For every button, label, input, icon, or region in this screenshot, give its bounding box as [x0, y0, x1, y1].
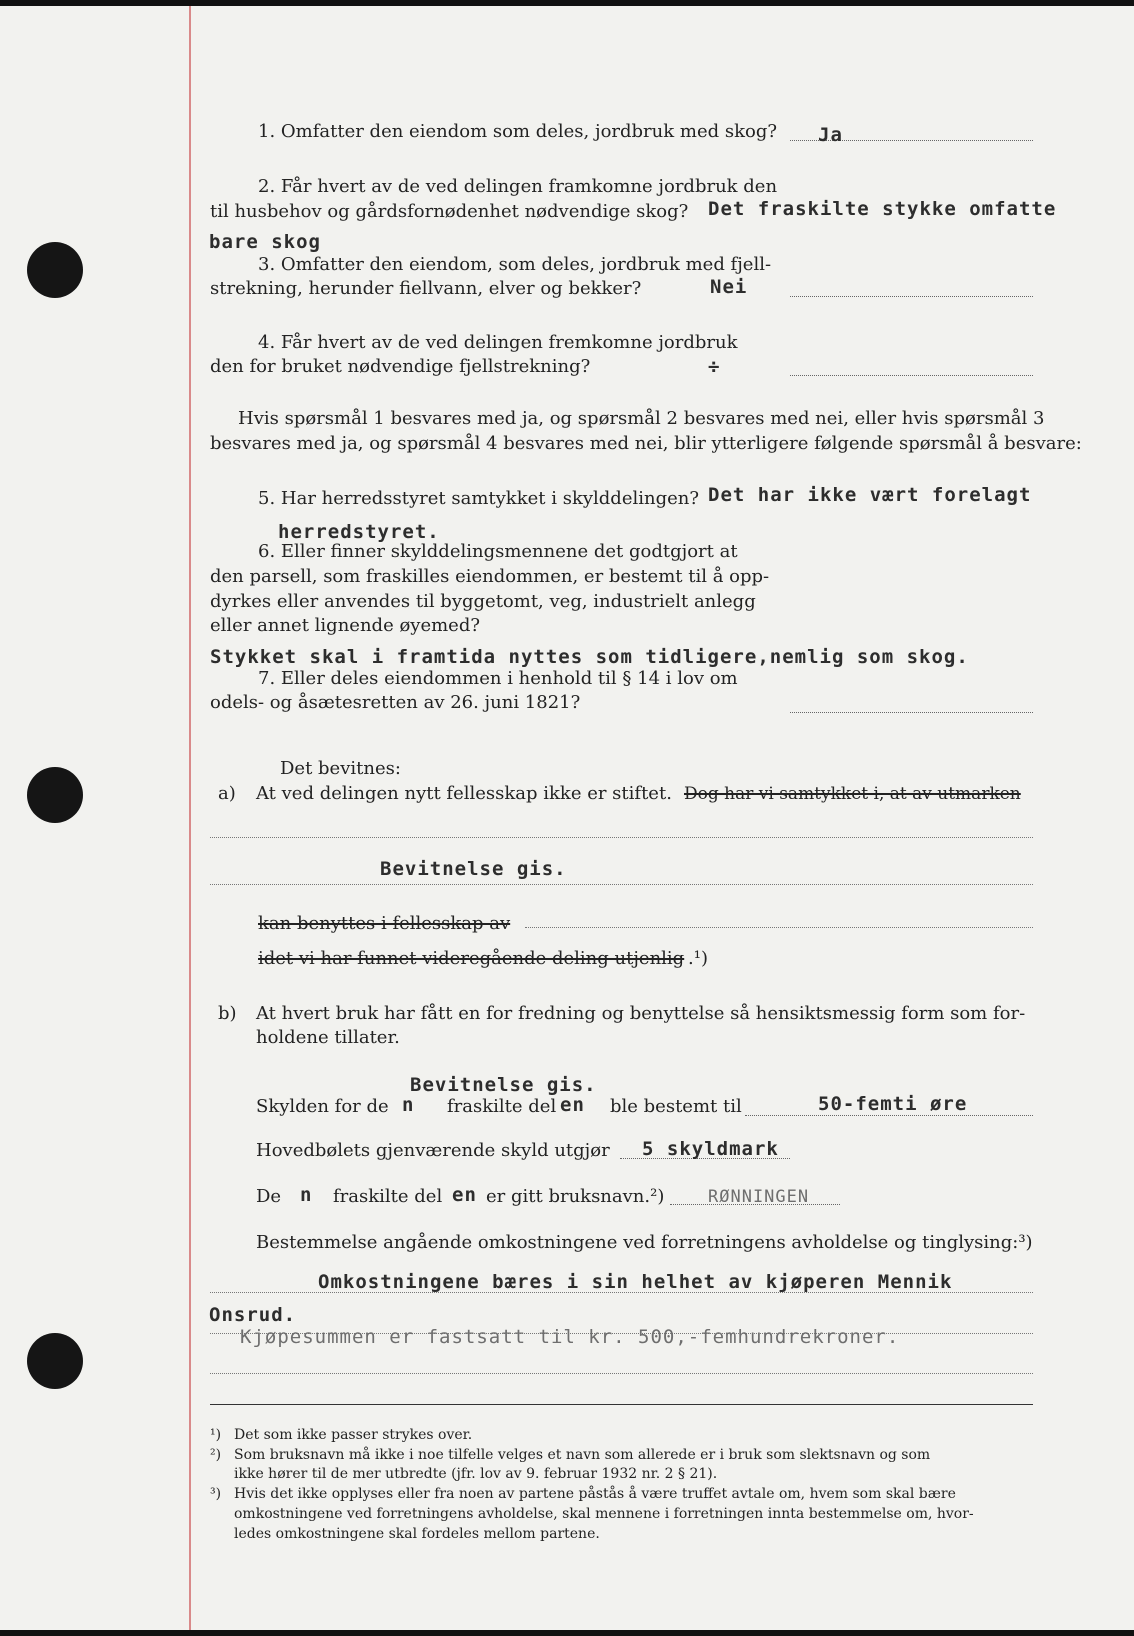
- skyld-label-a: Skylden for de: [256, 1096, 389, 1117]
- question-1: 1. Omfatter den eiendom som deles, jordbruk med skog?: [258, 121, 777, 142]
- hovedbol-label: Hovedbølets gjenværende skyld utgjør: [256, 1140, 610, 1161]
- item-a-struck-text: Dog har vi samtykket i, at av utmarken: [684, 784, 1021, 804]
- answer-2-line1: Det fraskilte stykke omfatte: [708, 198, 1057, 220]
- omkostninger-label: Bestemmelse angående omkostningene ved forretningens avholdelse og tinglysing:³): [256, 1232, 1033, 1253]
- answer-5-line2: herredstyret.: [278, 521, 440, 543]
- answer-4: ÷: [708, 356, 721, 378]
- skyld-fill-n: n: [402, 1094, 415, 1116]
- skyld-label-c: ble bestemt til: [610, 1096, 742, 1117]
- item-a-label: a): [218, 783, 236, 804]
- item-b-line1: At hvert bruk har fått en for fredning og benyttelse så hensiktsmessig form som for-: [256, 1003, 1026, 1024]
- footnote-2-mark: ²): [210, 1447, 222, 1463]
- answer-6: Stykket skal i framtida nyttes som tidligere,nemlig som skog.: [210, 646, 969, 668]
- footnote-2-line2: ikke hører til de mer utbredte (jfr. lov av 9. februar 1932 nr. 2 § 21).: [234, 1466, 718, 1482]
- answer-line: [790, 711, 1033, 713]
- omkostninger-answer-1: Omkostningene bæres i sin helhet av kjøperen Mennik: [318, 1271, 953, 1293]
- question-5: 5. Har herredsstyret samtykket i skylddelingen?: [258, 488, 699, 509]
- omkostninger-answer-3: Kjøpesummen er fastsatt til kr. 500,-femhundrekroner.: [240, 1326, 900, 1348]
- footnote-1-mark: ¹): [210, 1427, 222, 1443]
- bruksnavn-value: RØNNINGEN: [708, 1187, 810, 1207]
- skyld-value: 50-femti øre: [818, 1093, 968, 1115]
- omkostninger-answer-2: Onsrud.: [209, 1304, 297, 1326]
- instruction-line2: besvares med ja, og spørsmål 4 besvares med nei, blir ytterligere følgende spørsmål å besvare:: [210, 433, 1082, 454]
- question-7-line2: odels- og åsætesretten av 26. juni 1821?: [210, 692, 581, 713]
- punch-hole: [27, 767, 83, 823]
- bruksnavn-label-b: fraskilte del: [333, 1186, 443, 1207]
- footnote-2-line1: Som bruksnavn må ikke i noe tilfelle velges et navn som allerede er i bruk som slektsnavn og som: [234, 1447, 931, 1463]
- question-7-line1: 7. Eller deles eiendommen i henhold til § 14 i lov om: [258, 668, 738, 689]
- punch-hole: [27, 1333, 83, 1389]
- footnote-3-mark: ³): [210, 1486, 222, 1502]
- bevitnes-heading: Det bevitnes:: [280, 758, 401, 779]
- answer-2-line2: bare skog: [209, 231, 321, 253]
- bruksnavn-fill-en: en: [452, 1184, 477, 1206]
- question-4-line1: 4. Får hvert av de ved delingen fremkomne jordbruk: [258, 332, 738, 353]
- item-a-answer: Bevitnelse gis.: [380, 858, 567, 880]
- footnote-3-line2: omkostningene ved forretningens avholdelse, skal mennene i forretningen innta bestemmelse om, hvor-: [234, 1506, 974, 1522]
- document-page: [0, 6, 1134, 1630]
- question-2-line2: til husbehov og gårdsfornødenhet nødvendige skog?: [210, 201, 689, 222]
- punch-hole: [27, 242, 83, 298]
- question-2-line1: 2. Får hvert av de ved delingen framkomne jordbruk den: [258, 176, 778, 197]
- struck-line-2: idet vi har funnet videregående deling utjenlig: [258, 948, 685, 969]
- bruksnavn-label-c: er gitt bruksnavn.²): [486, 1186, 665, 1207]
- answer-line: [790, 374, 1033, 376]
- answer-line: [790, 295, 1033, 297]
- footnote-3-line3: ledes omkostningene skal fordeles mellom partene.: [234, 1526, 600, 1542]
- item-b-label: b): [218, 1003, 237, 1024]
- skyld-label-b: fraskilte del: [447, 1096, 557, 1117]
- question-3-line2: strekning, herunder fiellvann, elver og bekker?: [210, 278, 642, 299]
- instruction-line1: Hvis spørsmål 1 besvares med ja, og spørsmål 2 besvares med nei, eller hvis spørsmål 3: [238, 408, 1045, 429]
- question-6-line3: dyrkes eller anvendes til byggetomt, veg, industrielt anlegg: [210, 591, 756, 612]
- hovedbol-value: 5 skyldmark: [642, 1138, 779, 1160]
- blank-line: [210, 1372, 1033, 1374]
- bruksnavn-label-a: De: [256, 1186, 282, 1207]
- question-6-line1: 6. Eller finner skylddelingsmennene det godtgjort at: [258, 541, 738, 562]
- question-3-line1: 3. Omfatter den eiendom, som deles, jordbruk med fjell-: [258, 254, 772, 275]
- struck-line-1: kan benyttes i fellesskap av: [258, 913, 511, 934]
- blank-line: [210, 836, 1033, 838]
- item-b-line2: holdene tillater.: [256, 1027, 400, 1048]
- question-6-line4: eller annet lignende øyemed?: [210, 615, 480, 636]
- answer-3: Nei: [710, 276, 748, 298]
- answer-1: Ja: [818, 124, 843, 146]
- skyld-fill-en: en: [560, 1094, 585, 1116]
- bruksnavn-fill-n: n: [300, 1184, 313, 1206]
- item-a-text: At ved delingen nytt fellesskap ikke er stiftet.: [256, 783, 672, 804]
- question-4-line2: den for bruket nødvendige fjellstrekning?: [210, 356, 591, 377]
- footnote-separator: [210, 1403, 1033, 1405]
- footnote-ref-1: .¹): [688, 948, 708, 969]
- footnote-1: Det som ikke passer strykes over.: [234, 1427, 473, 1443]
- item-b-answer: Bevitnelse gis.: [410, 1074, 597, 1096]
- answer-5-line1: Det har ikke vært forelagt: [708, 484, 1032, 506]
- margin-line: [189, 6, 191, 1630]
- blank-line: [210, 883, 1033, 885]
- footnote-3-line1: Hvis det ikke opplyses eller fra noen av partene påstås å være truffet avtale om, hvem som skal bære: [234, 1486, 956, 1502]
- question-6-line2: den parsell, som fraskilles eiendommen, er bestemt til å opp-: [210, 566, 770, 587]
- blank-line: [525, 926, 1033, 928]
